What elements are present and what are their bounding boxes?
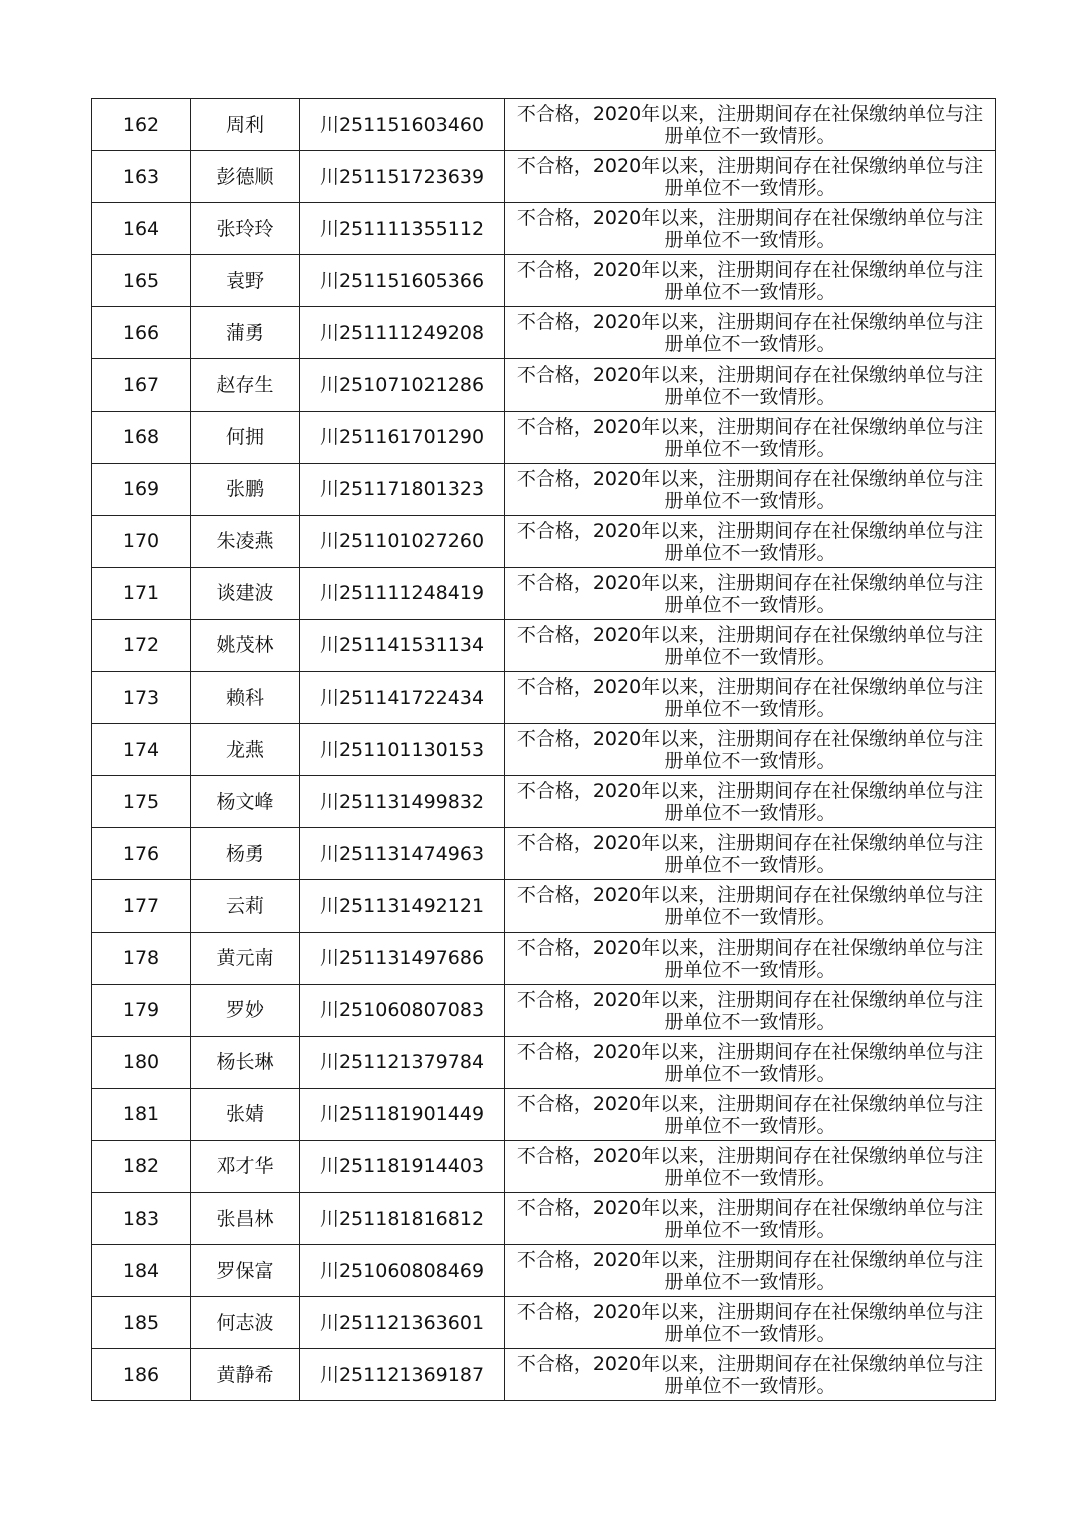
certificate-number-cell: 川251111248419 xyxy=(300,567,505,619)
result-cell xyxy=(505,880,996,932)
table-row xyxy=(92,359,996,411)
table-row xyxy=(92,515,996,567)
name-cell: 赵存生 xyxy=(191,359,300,411)
table-row xyxy=(92,203,996,255)
table-row xyxy=(92,1297,996,1349)
row-number-cell: 168 xyxy=(92,411,191,463)
certificate-number-cell: 川251141722434 xyxy=(300,672,505,724)
row-number-cell: 186 xyxy=(92,1349,191,1401)
name-cell: 袁野 xyxy=(191,255,300,307)
certificate-number-cell: 川251131497686 xyxy=(300,932,505,984)
row-number-cell: 176 xyxy=(92,828,191,880)
name-cell: 杨勇 xyxy=(191,828,300,880)
name-cell: 张玲玲 xyxy=(191,203,300,255)
result-text: 不合格，2020年以来，注册期间存在社保缴纳单位与注册单位不一致情形。 xyxy=(516,623,984,668)
results-table-body xyxy=(92,99,996,1401)
row-number-cell: 169 xyxy=(92,463,191,515)
table-row xyxy=(92,984,996,1036)
name-cell: 张昌林 xyxy=(191,1192,300,1244)
row-number-cell: 185 xyxy=(92,1297,191,1349)
certificate-number-cell: 川251060808469 xyxy=(300,1245,505,1297)
certificate-number-cell: 川251161701290 xyxy=(300,411,505,463)
table-row xyxy=(92,619,996,671)
row-number-cell: 171 xyxy=(92,567,191,619)
result-text: 不合格，2020年以来，注册期间存在社保缴纳单位与注册单位不一致情形。 xyxy=(516,103,984,148)
table-row xyxy=(92,1140,996,1192)
table-row xyxy=(92,1349,996,1401)
certificate-number-cell: 川251101130153 xyxy=(300,724,505,776)
name-cell: 张婧 xyxy=(191,1088,300,1140)
result-text: 不合格，2020年以来，注册期间存在社保缴纳单位与注册单位不一致情形。 xyxy=(516,415,984,460)
table-row xyxy=(92,672,996,724)
row-number-cell: 162 xyxy=(92,99,191,151)
result-cell xyxy=(505,619,996,671)
row-number-cell: 164 xyxy=(92,203,191,255)
result-cell xyxy=(505,515,996,567)
row-number-cell: 165 xyxy=(92,255,191,307)
certificate-number-cell: 川251151603460 xyxy=(300,99,505,151)
certificate-number-cell: 川251181901449 xyxy=(300,1088,505,1140)
certificate-number-cell: 川251181914403 xyxy=(300,1140,505,1192)
table-row xyxy=(92,307,996,359)
certificate-number-cell: 川251131499832 xyxy=(300,776,505,828)
result-cell xyxy=(505,151,996,203)
result-cell xyxy=(505,776,996,828)
certificate-number-cell: 川251101027260 xyxy=(300,515,505,567)
name-cell: 姚茂林 xyxy=(191,619,300,671)
certificate-number-cell: 川251060807083 xyxy=(300,984,505,1036)
name-cell: 谈建波 xyxy=(191,567,300,619)
name-cell: 何志波 xyxy=(191,1297,300,1349)
row-number-cell: 172 xyxy=(92,619,191,671)
row-number-cell: 179 xyxy=(92,984,191,1036)
table-row xyxy=(92,99,996,151)
certificate-number-cell: 川251151723639 xyxy=(300,151,505,203)
results-table xyxy=(91,98,996,1401)
result-cell xyxy=(505,567,996,619)
result-text: 不合格，2020年以来，注册期间存在社保缴纳单位与注册单位不一致情形。 xyxy=(516,1353,984,1398)
result-text: 不合格，2020年以来，注册期间存在社保缴纳单位与注册单位不一致情形。 xyxy=(516,780,984,825)
result-text: 不合格，2020年以来，注册期间存在社保缴纳单位与注册单位不一致情形。 xyxy=(516,155,984,200)
name-cell: 黄元南 xyxy=(191,932,300,984)
table-row xyxy=(92,255,996,307)
result-cell xyxy=(505,1036,996,1088)
result-text: 不合格，2020年以来，注册期间存在社保缴纳单位与注册单位不一致情形。 xyxy=(516,1249,984,1294)
result-text: 不合格，2020年以来，注册期间存在社保缴纳单位与注册单位不一致情形。 xyxy=(516,832,984,877)
result-text: 不合格，2020年以来，注册期间存在社保缴纳单位与注册单位不一致情形。 xyxy=(516,1040,984,1085)
table-row xyxy=(92,411,996,463)
name-cell: 云莉 xyxy=(191,880,300,932)
result-cell xyxy=(505,99,996,151)
table-row xyxy=(92,828,996,880)
row-number-cell: 173 xyxy=(92,672,191,724)
name-cell: 黄静希 xyxy=(191,1349,300,1401)
row-number-cell: 177 xyxy=(92,880,191,932)
certificate-number-cell: 川251111355112 xyxy=(300,203,505,255)
name-cell: 张鹏 xyxy=(191,463,300,515)
result-cell xyxy=(505,1297,996,1349)
result-text: 不合格，2020年以来，注册期间存在社保缴纳单位与注册单位不一致情形。 xyxy=(516,1092,984,1137)
name-cell: 杨长琳 xyxy=(191,1036,300,1088)
result-text: 不合格，2020年以来，注册期间存在社保缴纳单位与注册单位不一致情形。 xyxy=(516,467,984,512)
row-number-cell: 166 xyxy=(92,307,191,359)
name-cell: 彭德顺 xyxy=(191,151,300,203)
certificate-number-cell: 川251121363601 xyxy=(300,1297,505,1349)
certificate-number-cell: 川251141531134 xyxy=(300,619,505,671)
result-cell xyxy=(505,724,996,776)
result-cell xyxy=(505,203,996,255)
result-cell xyxy=(505,1088,996,1140)
result-text: 不合格，2020年以来，注册期间存在社保缴纳单位与注册单位不一致情形。 xyxy=(516,1144,984,1189)
table-row xyxy=(92,932,996,984)
certificate-number-cell: 川251111249208 xyxy=(300,307,505,359)
row-number-cell: 182 xyxy=(92,1140,191,1192)
row-number-cell: 167 xyxy=(92,359,191,411)
result-cell xyxy=(505,672,996,724)
result-text: 不合格，2020年以来，注册期间存在社保缴纳单位与注册单位不一致情形。 xyxy=(516,363,984,408)
certificate-number-cell: 川251181816812 xyxy=(300,1192,505,1244)
table-row xyxy=(92,776,996,828)
certificate-number-cell: 川251071021286 xyxy=(300,359,505,411)
name-cell: 朱凌燕 xyxy=(191,515,300,567)
table-row xyxy=(92,463,996,515)
row-number-cell: 180 xyxy=(92,1036,191,1088)
result-cell xyxy=(505,411,996,463)
result-text: 不合格，2020年以来，注册期间存在社保缴纳单位与注册单位不一致情形。 xyxy=(516,676,984,721)
name-cell: 龙燕 xyxy=(191,724,300,776)
certificate-number-cell: 川251171801323 xyxy=(300,463,505,515)
certificate-number-cell: 川251131492121 xyxy=(300,880,505,932)
row-number-cell: 174 xyxy=(92,724,191,776)
result-cell xyxy=(505,828,996,880)
row-number-cell: 183 xyxy=(92,1192,191,1244)
name-cell: 罗妙 xyxy=(191,984,300,1036)
table-row xyxy=(92,880,996,932)
row-number-cell: 178 xyxy=(92,932,191,984)
name-cell: 杨文峰 xyxy=(191,776,300,828)
result-text: 不合格，2020年以来，注册期间存在社保缴纳单位与注册单位不一致情形。 xyxy=(516,1301,984,1346)
name-cell: 蒲勇 xyxy=(191,307,300,359)
table-row xyxy=(92,151,996,203)
name-cell: 何拥 xyxy=(191,411,300,463)
result-text: 不合格，2020年以来，注册期间存在社保缴纳单位与注册单位不一致情形。 xyxy=(516,311,984,356)
table-row xyxy=(92,1036,996,1088)
result-text: 不合格，2020年以来，注册期间存在社保缴纳单位与注册单位不一致情形。 xyxy=(516,884,984,929)
result-text: 不合格，2020年以来，注册期间存在社保缴纳单位与注册单位不一致情形。 xyxy=(516,1197,984,1242)
table-row xyxy=(92,724,996,776)
certificate-number-cell: 川251121379784 xyxy=(300,1036,505,1088)
result-cell xyxy=(505,932,996,984)
result-cell xyxy=(505,1245,996,1297)
row-number-cell: 163 xyxy=(92,151,191,203)
result-text: 不合格，2020年以来，注册期间存在社保缴纳单位与注册单位不一致情形。 xyxy=(516,988,984,1033)
result-text: 不合格，2020年以来，注册期间存在社保缴纳单位与注册单位不一致情形。 xyxy=(516,571,984,616)
table-row xyxy=(92,1088,996,1140)
result-cell xyxy=(505,255,996,307)
name-cell: 邓才华 xyxy=(191,1140,300,1192)
table-row xyxy=(92,1245,996,1297)
result-text: 不合格，2020年以来，注册期间存在社保缴纳单位与注册单位不一致情形。 xyxy=(516,728,984,773)
result-cell xyxy=(505,359,996,411)
result-cell xyxy=(505,1140,996,1192)
row-number-cell: 184 xyxy=(92,1245,191,1297)
result-cell xyxy=(505,1349,996,1401)
certificate-number-cell: 川251121369187 xyxy=(300,1349,505,1401)
row-number-cell: 170 xyxy=(92,515,191,567)
name-cell: 罗保富 xyxy=(191,1245,300,1297)
result-text: 不合格，2020年以来，注册期间存在社保缴纳单位与注册单位不一致情形。 xyxy=(516,207,984,252)
certificate-number-cell: 川251151605366 xyxy=(300,255,505,307)
result-text: 不合格，2020年以来，注册期间存在社保缴纳单位与注册单位不一致情形。 xyxy=(516,936,984,981)
row-number-cell: 181 xyxy=(92,1088,191,1140)
certificate-number-cell: 川251131474963 xyxy=(300,828,505,880)
result-cell xyxy=(505,307,996,359)
result-text: 不合格，2020年以来，注册期间存在社保缴纳单位与注册单位不一致情形。 xyxy=(516,259,984,304)
result-cell xyxy=(505,984,996,1036)
name-cell: 周利 xyxy=(191,99,300,151)
table-row xyxy=(92,1192,996,1244)
result-cell xyxy=(505,463,996,515)
row-number-cell: 175 xyxy=(92,776,191,828)
name-cell: 赖科 xyxy=(191,672,300,724)
table-row xyxy=(92,567,996,619)
result-text: 不合格，2020年以来，注册期间存在社保缴纳单位与注册单位不一致情形。 xyxy=(516,519,984,564)
result-cell xyxy=(505,1192,996,1244)
